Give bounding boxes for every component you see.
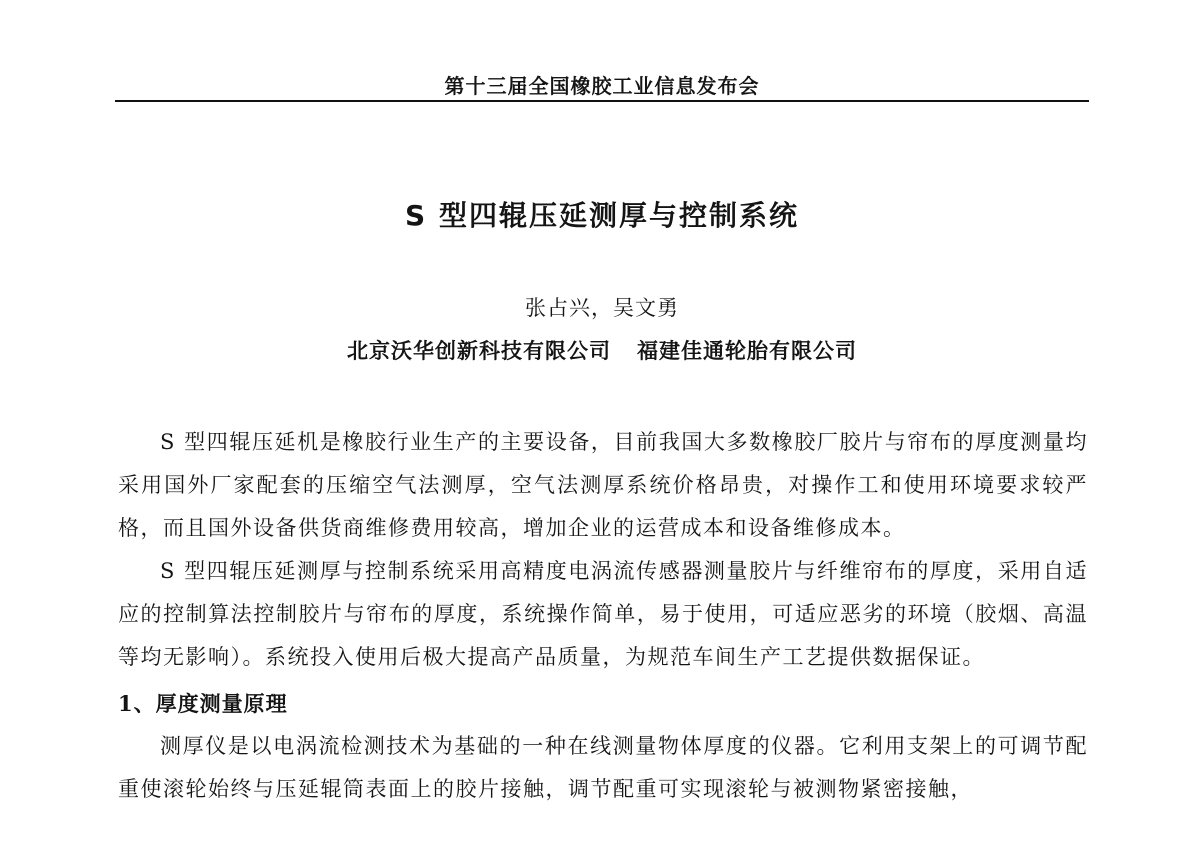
- body-text: [118, 421, 1088, 811]
- affiliation-line: [115, 335, 1089, 365]
- body-paragraph-1: S 型四辊压延机是橡胶行业生产的主要设备，目前我国大多数橡胶厂胶片与帘布的厚度测量均采用国外厂家配套的压缩空气法测厚，空气法测厚系统价格昂贵，对操作工和使用环境要求较严格，而且国外设备供货商维修费用较高，增加企业的运营成本和设备维修成本。: [118, 430, 1088, 540]
- paper-title: S 型四辊压延测厚与控制系统: [405, 199, 799, 232]
- section-1-paragraph-1: 测厚仪是以电涡流检测技术为基础的一种在线测量物体厚度的仪器。它利用支架上的可调节配重使滚轮始终与压延辊筒表面上的胶片接触，调节配重可实现滚轮与被测物紧密接触，: [118, 734, 1088, 801]
- author-line: 张占兴，吴文勇: [525, 296, 679, 320]
- body-paragraph-2: S 型四辊压延测厚与控制系统采用高精度电涡流传感器测量胶片与纤维帘布的厚度，采用自适应的控制算法控制胶片与帘布的厚度，系统操作简单，易于使用，可适应恶劣的环境（胶烟、高温等均无影响）。系统投入使用后极大提高产品质量，为规范车间生产工艺提供数据保证。: [118, 559, 1088, 669]
- affiliation-2: 福建佳通轮胎有限公司: [637, 338, 857, 363]
- running-header: 第十三届全国橡胶工业信息发布会: [444, 74, 760, 98]
- affiliation-1: 北京沃华创新科技有限公司: [347, 338, 611, 363]
- section-heading-1: 1、厚度测量原理: [118, 691, 288, 716]
- header-rule: [115, 100, 1089, 102]
